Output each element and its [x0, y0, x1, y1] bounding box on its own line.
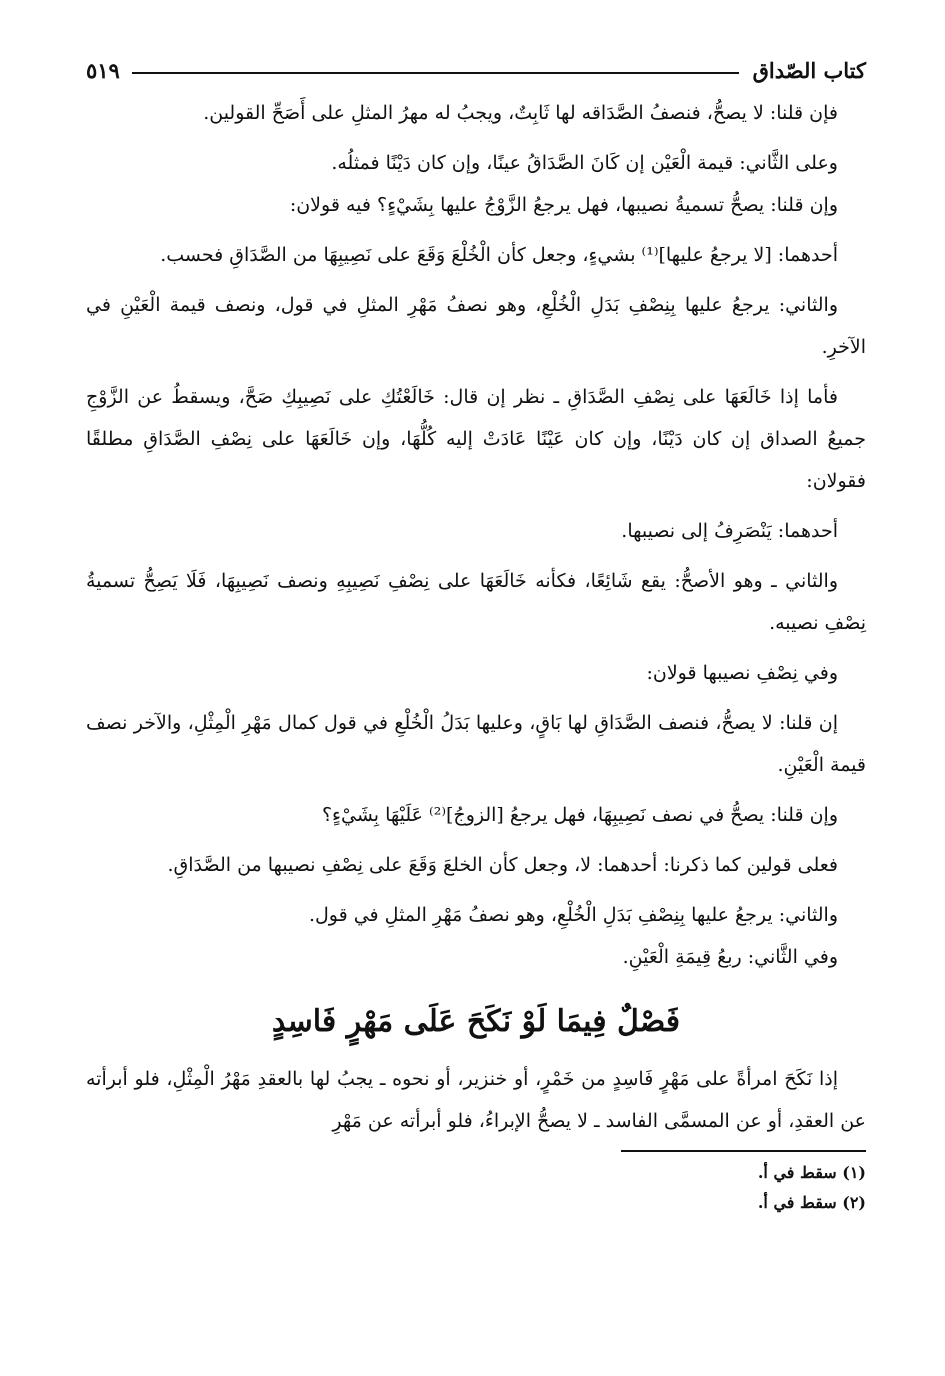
section-title: فَصْلٌ فِيمَا لَوْ نَكَحَ عَلَى مَهْرٍ فَاسِدٍ — [271, 1004, 681, 1039]
running-header — [86, 52, 866, 88]
paragraph: أحدهما: يَنْصَرِفُ إلى نصيبها. — [621, 520, 838, 542]
footnote-divider — [621, 1150, 866, 1152]
paragraph: وإن قلنا: يصحُّ تسميةُ نصيبها، فهل يرجعُ الزَّوْجُ عليها بِشَيْءٍ؟ فيه قولان: — [289, 194, 838, 216]
paragraph: والثاني ـ وهو الأصحُّ: يقع شَائِعًا، فكأنه خَالَعَهَا على نِصْفِ نَصِيبِهِ ونصف نَصِيبِهَا، فَلَا يَصِحُّ تسميةُ نِصْفِ نصيبه. — [86, 570, 866, 634]
paragraph: والثاني: يرجعُ عليها بِنِصْفِ بَدَلِ الْخُلْعِ، وهو نصفُ مَهْرِ المثلِ في قول، ونصف قيمة الْعَيْنِ في الآخرِ. — [86, 294, 866, 358]
page-number: ٥١٩ — [86, 57, 120, 83]
paragraph: وعلى الثَّاني: قيمة الْعَيْن إن كَانَ الصَّدَاقُ عينًا، وإن كان دَيْنًا فمثلُه. — [331, 152, 838, 174]
header-rule — [132, 72, 739, 74]
paragraph: وفي الثَّاني: ربعُ قِيمَةِ الْعَيْنِ. — [622, 946, 838, 968]
paragraph: أحدهما: [لا يرجعُ عليها]⁽¹⁾ بشيءٍ، وجعل كأن الْخُلْعَ وَقَعَ على نَصِيبِهَا من الصَّدَاقِ فحسب. — [160, 244, 838, 266]
paragraph: فإن قلنا: لا يصحُّ، فنصفُ الصَّدَاقه لها ثَابِتٌ، ويجبُ له مهرُ المثلِ على أَصَحِّ القولين. — [203, 102, 838, 124]
book-page — [86, 52, 866, 1218]
page-body — [86, 92, 866, 1218]
paragraph: والثاني: يرجعُ عليها بِنِصْفِ بَدَلِ الْخُلْعِ، وهو نصفُ مَهْرِ المثلِ في قول. — [308, 904, 838, 926]
footnote: (١) سقط في أ. — [757, 1163, 866, 1182]
paragraph: وإن قلنا: يصحُّ في نصف نَصِيبِهَا، فهل يرجعُ [الزوجُ]⁽²⁾ عَلَيْهَا بِشَيْءٍ؟ — [321, 804, 838, 826]
footnote: (٢) سقط في أ. — [757, 1193, 866, 1212]
section-paragraph: إذا نَكَحَ امرأةً على مَهْرٍ فَاسِدٍ من خَمْرٍ، أو خنزير، أو نحوه ـ يجبُ لها بالعقدِ مَهْرُ الْمِثْلِ، فلو أبرأته عن العقدِ، أو عن المسمَّى الفاسد ـ لا يصحُّ الإبراءُ، فلو أبرأته عن مَهْرِ — [86, 1068, 866, 1132]
book-title: كتاب الصّداق — [752, 57, 866, 83]
paragraph: فأما إذا خَالَعَهَا على نِصْفِ الصَّدَاقِ ـ نظر إن قال: خَالَعْتُكِ على نَصِيبِكِ صَحَّ، ويسقطُ عن الزَّوْجِ جميعُ الصداق إن كان دَيْنًا، وإن كان عَيْنًا عَادَتْ إليه كُلُّهَا، وإن خَالَعَهَا على نِصْفِ الصَّدَاقِ مطلقًا فقولان: — [86, 386, 866, 492]
paragraph: إن قلنا: لا يصحُّ، فنصف الصَّدَاقِ لها بَاقٍ، وعليها بَدَلُ الْخُلْعِ في قول كمال مَهْرِ الْمِثْلِ، والآخر نصف قيمة الْعَيْنِ. — [86, 712, 866, 776]
paragraph: فعلى قولين كما ذكرنا: أحدهما: لا، وجعل كأن الخلعَ وَقَعَ على نِصْفِ نصيبها من الصَّدَاقِ. — [167, 854, 838, 876]
paragraph: وفي نِصْفِ نصيبها قولان: — [646, 662, 838, 684]
